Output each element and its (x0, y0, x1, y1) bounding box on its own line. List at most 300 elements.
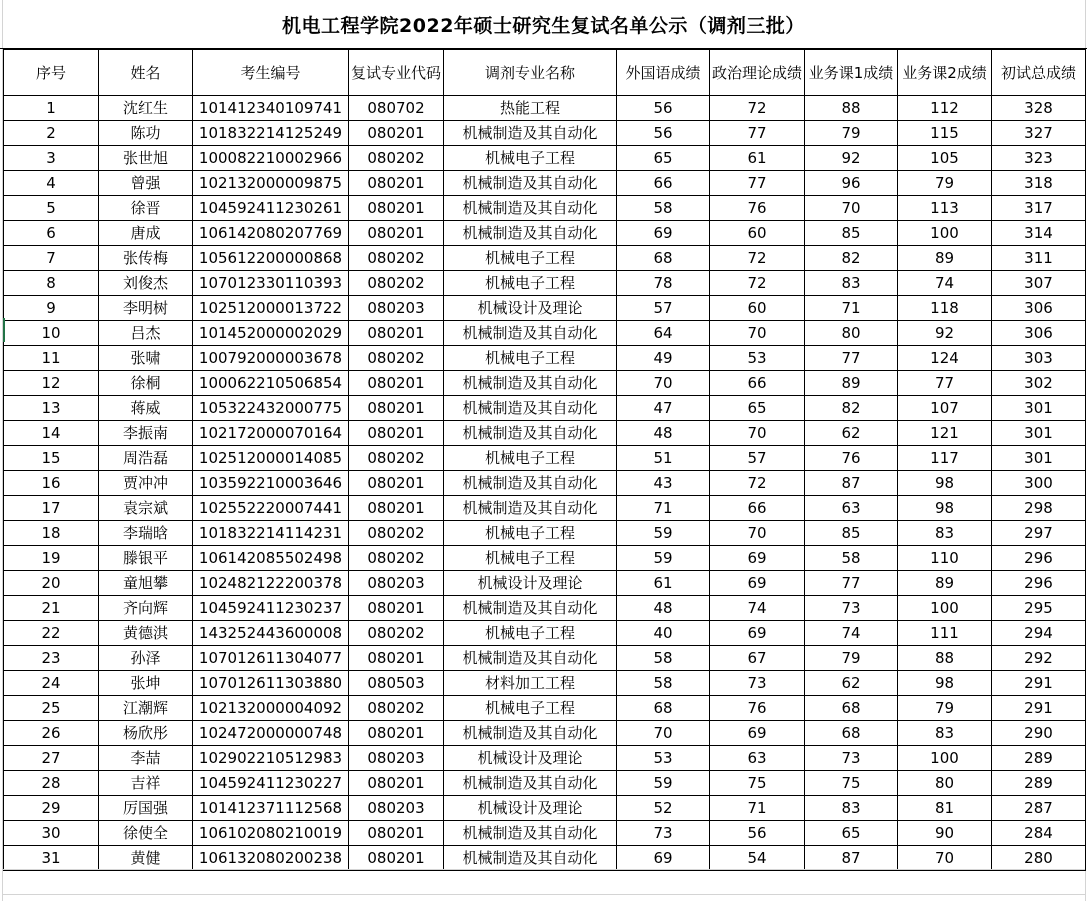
table-cell[interactable]: 机械电子工程 (444, 546, 617, 571)
table-cell[interactable]: 15 (4, 446, 99, 471)
table-cell[interactable]: 56 (617, 121, 710, 146)
table-cell[interactable]: 100082210002966 (193, 146, 349, 171)
table-cell[interactable]: 73 (617, 821, 710, 846)
table-cell[interactable]: 机械电子工程 (444, 246, 617, 271)
table-cell[interactable]: 77 (805, 571, 898, 596)
table-cell[interactable]: 301 (992, 446, 1086, 471)
table-cell[interactable]: 70 (710, 521, 805, 546)
table-cell[interactable]: 70 (805, 196, 898, 221)
table-cell[interactable]: 79 (805, 121, 898, 146)
table-cell[interactable]: 吕杰 (99, 321, 193, 346)
table-cell[interactable]: 77 (710, 171, 805, 196)
table-cell[interactable]: 59 (617, 546, 710, 571)
header-cell[interactable]: 业务课2成绩 (898, 50, 992, 96)
table-cell[interactable]: 张坤 (99, 671, 193, 696)
table-cell[interactable]: 080203 (349, 571, 444, 596)
table-cell[interactable]: 齐向辉 (99, 596, 193, 621)
table-cell[interactable]: 47 (617, 396, 710, 421)
table-cell[interactable]: 323 (992, 146, 1086, 171)
table-cell[interactable]: 80 (805, 321, 898, 346)
table-cell[interactable]: 机械制造及其自动化 (444, 121, 617, 146)
table-cell[interactable]: 102902210512983 (193, 746, 349, 771)
table-cell[interactable]: 112 (898, 96, 992, 121)
table-cell[interactable]: 102512000013722 (193, 296, 349, 321)
table-cell[interactable]: 69 (710, 571, 805, 596)
table-cell[interactable]: 74 (710, 596, 805, 621)
table-cell[interactable]: 105322432000775 (193, 396, 349, 421)
table-cell[interactable]: 68 (617, 696, 710, 721)
table-cell[interactable]: 104592411230261 (193, 196, 349, 221)
table-cell[interactable]: 机械电子工程 (444, 271, 617, 296)
table-cell[interactable]: 60 (710, 221, 805, 246)
table-cell[interactable]: 70 (710, 421, 805, 446)
table-cell[interactable]: 080202 (349, 271, 444, 296)
table-cell[interactable]: 17 (4, 496, 99, 521)
table-cell[interactable]: 16 (4, 471, 99, 496)
table-cell[interactable]: 机械制造及其自动化 (444, 721, 617, 746)
table-cell[interactable]: 40 (617, 621, 710, 646)
table-cell[interactable]: 73 (805, 746, 898, 771)
table-cell[interactable]: 106102080210019 (193, 821, 349, 846)
table-cell[interactable]: 080201 (349, 371, 444, 396)
table-cell[interactable]: 89 (898, 571, 992, 596)
table-cell[interactable]: 080202 (349, 696, 444, 721)
table-cell[interactable]: 83 (898, 521, 992, 546)
table-cell[interactable]: 68 (805, 721, 898, 746)
table-cell[interactable]: 301 (992, 421, 1086, 446)
table-cell[interactable]: 52 (617, 796, 710, 821)
table-cell[interactable]: 311 (992, 246, 1086, 271)
table-cell[interactable]: 318 (992, 171, 1086, 196)
table-cell[interactable]: 53 (617, 746, 710, 771)
table-cell[interactable]: 102552220007441 (193, 496, 349, 521)
table-cell[interactable]: 98 (898, 496, 992, 521)
table-cell[interactable]: 59 (617, 771, 710, 796)
table-cell[interactable]: 机械制造及其自动化 (444, 596, 617, 621)
table-cell[interactable]: 机械制造及其自动化 (444, 846, 617, 871)
table-cell[interactable]: 100 (898, 221, 992, 246)
table-cell[interactable]: 66 (710, 371, 805, 396)
table-cell[interactable]: 72 (710, 471, 805, 496)
header-cell[interactable]: 考生编号 (193, 50, 349, 96)
table-cell[interactable]: 70 (617, 721, 710, 746)
table-cell[interactable]: 080202 (349, 346, 444, 371)
table-cell[interactable]: 080201 (349, 821, 444, 846)
table-cell[interactable]: 107012330110393 (193, 271, 349, 296)
table-cell[interactable]: 28 (4, 771, 99, 796)
table-cell[interactable]: 57 (617, 296, 710, 321)
table-cell[interactable]: 机械设计及理论 (444, 796, 617, 821)
table-cell[interactable]: 沈红生 (99, 96, 193, 121)
table-cell[interactable]: 80 (898, 771, 992, 796)
table-cell[interactable]: 83 (805, 271, 898, 296)
table-cell[interactable]: 080202 (349, 446, 444, 471)
table-cell[interactable]: 143252443600008 (193, 621, 349, 646)
table-cell[interactable]: 82 (805, 396, 898, 421)
table-cell[interactable]: 79 (805, 646, 898, 671)
table-cell[interactable]: 徐晋 (99, 196, 193, 221)
table-cell[interactable]: 22 (4, 621, 99, 646)
table-cell[interactable]: 58 (617, 671, 710, 696)
table-cell[interactable]: 14 (4, 421, 99, 446)
header-cell[interactable]: 调剂专业名称 (444, 50, 617, 96)
header-cell[interactable]: 姓名 (99, 50, 193, 96)
table-cell[interactable]: 69 (710, 546, 805, 571)
table-cell[interactable]: 106132080200238 (193, 846, 349, 871)
table-cell[interactable]: 080203 (349, 746, 444, 771)
table-cell[interactable]: 21 (4, 596, 99, 621)
table-cell[interactable]: 080201 (349, 171, 444, 196)
table-cell[interactable]: 300 (992, 471, 1086, 496)
table-cell[interactable]: 机械制造及其自动化 (444, 221, 617, 246)
table-cell[interactable]: 96 (805, 171, 898, 196)
table-cell[interactable]: 296 (992, 546, 1086, 571)
table-cell[interactable]: 105 (898, 146, 992, 171)
table-cell[interactable]: 98 (898, 671, 992, 696)
table-cell[interactable]: 吉祥 (99, 771, 193, 796)
table-cell[interactable]: 49 (617, 346, 710, 371)
table-cell[interactable]: 101832214125249 (193, 121, 349, 146)
table-cell[interactable]: 301 (992, 396, 1086, 421)
table-cell[interactable]: 85 (805, 521, 898, 546)
table-cell[interactable]: 64 (617, 321, 710, 346)
table-cell[interactable]: 314 (992, 221, 1086, 246)
table-cell[interactable]: 机械制造及其自动化 (444, 821, 617, 846)
table-cell[interactable]: 53 (710, 346, 805, 371)
table-cell[interactable]: 080202 (349, 546, 444, 571)
table-cell[interactable]: 89 (805, 371, 898, 396)
table-cell[interactable]: 75 (710, 771, 805, 796)
table-cell[interactable]: 曾强 (99, 171, 193, 196)
table-cell[interactable]: 黄德淇 (99, 621, 193, 646)
table-cell[interactable]: 机械制造及其自动化 (444, 471, 617, 496)
header-cell[interactable]: 业务课1成绩 (805, 50, 898, 96)
table-cell[interactable]: 56 (710, 821, 805, 846)
table-cell[interactable]: 机械制造及其自动化 (444, 646, 617, 671)
table-cell[interactable]: 291 (992, 696, 1086, 721)
table-cell[interactable]: 陈功 (99, 121, 193, 146)
table-cell[interactable]: 材料加工工程 (444, 671, 617, 696)
table-cell[interactable]: 10 (4, 321, 99, 346)
table-cell[interactable]: 机械电子工程 (444, 446, 617, 471)
table-cell[interactable]: 蒋威 (99, 396, 193, 421)
table-cell[interactable]: 080201 (349, 721, 444, 746)
table-cell[interactable]: 19 (4, 546, 99, 571)
table-cell[interactable]: 080202 (349, 621, 444, 646)
table-cell[interactable]: 100792000003678 (193, 346, 349, 371)
table-cell[interactable]: 87 (805, 471, 898, 496)
table-cell[interactable]: 307 (992, 271, 1086, 296)
table-cell[interactable]: 袁宗斌 (99, 496, 193, 521)
table-cell[interactable]: 66 (710, 496, 805, 521)
table-cell[interactable]: 59 (617, 521, 710, 546)
table-cell[interactable]: 298 (992, 496, 1086, 521)
table-cell[interactable]: 65 (710, 396, 805, 421)
table-cell[interactable]: 58 (617, 196, 710, 221)
table-cell[interactable]: 080201 (349, 771, 444, 796)
table-cell[interactable]: 296 (992, 571, 1086, 596)
table-cell[interactable]: 62 (805, 671, 898, 696)
table-cell[interactable]: 105612200000868 (193, 246, 349, 271)
table-cell[interactable]: 李喆 (99, 746, 193, 771)
table-cell[interactable]: 61 (710, 146, 805, 171)
table-cell[interactable]: 82 (805, 246, 898, 271)
table-cell[interactable]: 294 (992, 621, 1086, 646)
table-cell[interactable]: 79 (898, 171, 992, 196)
table-cell[interactable]: 303 (992, 346, 1086, 371)
table-cell[interactable]: 291 (992, 671, 1086, 696)
table-cell[interactable]: 63 (710, 746, 805, 771)
table-cell[interactable]: 101832214114231 (193, 521, 349, 546)
table-cell[interactable]: 302 (992, 371, 1086, 396)
table-cell[interactable]: 48 (617, 596, 710, 621)
table-cell[interactable]: 297 (992, 521, 1086, 546)
header-cell[interactable]: 复试专业代码 (349, 50, 444, 96)
table-cell[interactable]: 唐成 (99, 221, 193, 246)
table-cell[interactable]: 机械制造及其自动化 (444, 321, 617, 346)
table-cell[interactable]: 童旭攀 (99, 571, 193, 596)
table-cell[interactable]: 98 (898, 471, 992, 496)
table-cell[interactable]: 100 (898, 746, 992, 771)
table-cell[interactable]: 8 (4, 271, 99, 296)
table-cell[interactable]: 机械制造及其自动化 (444, 421, 617, 446)
table-cell[interactable]: 61 (617, 571, 710, 596)
table-cell[interactable]: 贾冲冲 (99, 471, 193, 496)
table-cell[interactable]: 107012611303880 (193, 671, 349, 696)
table-cell[interactable]: 7 (4, 246, 99, 271)
table-cell[interactable]: 100062210506854 (193, 371, 349, 396)
table-cell[interactable]: 江潮辉 (99, 696, 193, 721)
table-cell[interactable]: 107012611304077 (193, 646, 349, 671)
table-cell[interactable]: 280 (992, 846, 1086, 871)
table-cell[interactable]: 115 (898, 121, 992, 146)
table-cell[interactable]: 机械电子工程 (444, 696, 617, 721)
table-cell[interactable]: 104592411230237 (193, 596, 349, 621)
table-cell[interactable]: 24 (4, 671, 99, 696)
table-cell[interactable]: 121 (898, 421, 992, 446)
table-cell[interactable]: 124 (898, 346, 992, 371)
table-cell[interactable]: 76 (710, 196, 805, 221)
table-cell[interactable]: 78 (617, 271, 710, 296)
table-cell[interactable]: 黄健 (99, 846, 193, 871)
table-cell[interactable]: 厉国强 (99, 796, 193, 821)
table-cell[interactable]: 71 (805, 296, 898, 321)
table-cell[interactable]: 29 (4, 796, 99, 821)
table-cell[interactable]: 滕银平 (99, 546, 193, 571)
table-cell[interactable]: 89 (898, 246, 992, 271)
table-cell[interactable]: 101452000002029 (193, 321, 349, 346)
table-cell[interactable]: 106142085502498 (193, 546, 349, 571)
table-cell[interactable]: 66 (617, 171, 710, 196)
table-cell[interactable]: 76 (710, 696, 805, 721)
table-cell[interactable]: 87 (805, 846, 898, 871)
table-cell[interactable]: 72 (710, 96, 805, 121)
table-cell[interactable]: 106142080207769 (193, 221, 349, 246)
table-cell[interactable]: 27 (4, 746, 99, 771)
table-cell[interactable]: 23 (4, 646, 99, 671)
table-cell[interactable]: 57 (710, 446, 805, 471)
table-cell[interactable]: 20 (4, 571, 99, 596)
table-cell[interactable]: 机械电子工程 (444, 346, 617, 371)
table-cell[interactable]: 73 (710, 671, 805, 696)
table-cell[interactable]: 75 (805, 771, 898, 796)
table-cell[interactable]: 48 (617, 421, 710, 446)
table-cell[interactable]: 机械制造及其自动化 (444, 396, 617, 421)
table-cell[interactable]: 118 (898, 296, 992, 321)
table-cell[interactable]: 88 (898, 646, 992, 671)
table-cell[interactable]: 43 (617, 471, 710, 496)
table-cell[interactable]: 79 (898, 696, 992, 721)
table-cell[interactable]: 机械制造及其自动化 (444, 496, 617, 521)
table-cell[interactable]: 306 (992, 296, 1086, 321)
table-cell[interactable]: 13 (4, 396, 99, 421)
table-cell[interactable]: 69 (617, 221, 710, 246)
table-cell[interactable]: 18 (4, 521, 99, 546)
table-cell[interactable]: 292 (992, 646, 1086, 671)
table-cell[interactable]: 69 (710, 621, 805, 646)
table-cell[interactable]: 72 (710, 246, 805, 271)
table-cell[interactable]: 31 (4, 846, 99, 871)
table-cell[interactable]: 机械电子工程 (444, 521, 617, 546)
table-cell[interactable]: 周浩磊 (99, 446, 193, 471)
table-cell[interactable]: 65 (805, 821, 898, 846)
table-cell[interactable]: 080201 (349, 396, 444, 421)
table-cell[interactable]: 5 (4, 196, 99, 221)
table-cell[interactable]: 1 (4, 96, 99, 121)
table-cell[interactable]: 58 (617, 646, 710, 671)
table-cell[interactable]: 张世旭 (99, 146, 193, 171)
header-cell[interactable]: 初试总成绩 (992, 50, 1086, 96)
table-cell[interactable]: 73 (805, 596, 898, 621)
table-cell[interactable]: 68 (617, 246, 710, 271)
table-cell[interactable]: 111 (898, 621, 992, 646)
table-cell[interactable]: 102512000014085 (193, 446, 349, 471)
table-cell[interactable]: 81 (898, 796, 992, 821)
table-cell[interactable]: 3 (4, 146, 99, 171)
sheet-title[interactable]: 机电工程学院2022年硕士研究生复试名单公示（调剂三批） (0, 0, 1087, 49)
table-cell[interactable]: 83 (898, 721, 992, 746)
header-cell[interactable]: 外国语成绩 (617, 50, 710, 96)
table-cell[interactable]: 080201 (349, 196, 444, 221)
table-cell[interactable]: 李瑞晗 (99, 521, 193, 546)
table-cell[interactable]: 080203 (349, 796, 444, 821)
table-cell[interactable]: 327 (992, 121, 1086, 146)
table-cell[interactable]: 58 (805, 546, 898, 571)
table-cell[interactable]: 080201 (349, 646, 444, 671)
table-cell[interactable]: 机械设计及理论 (444, 571, 617, 596)
table-cell[interactable]: 101412340109741 (193, 96, 349, 121)
table-cell[interactable]: 76 (805, 446, 898, 471)
table-cell[interactable]: 284 (992, 821, 1086, 846)
table-cell[interactable]: 机械设计及理论 (444, 746, 617, 771)
table-cell[interactable]: 102472000000748 (193, 721, 349, 746)
table-cell[interactable]: 77 (898, 371, 992, 396)
table-cell[interactable]: 88 (805, 96, 898, 121)
table-cell[interactable]: 30 (4, 821, 99, 846)
table-cell[interactable]: 6 (4, 221, 99, 246)
table-cell[interactable]: 69 (617, 846, 710, 871)
table-cell[interactable]: 080702 (349, 96, 444, 121)
table-cell[interactable]: 70 (617, 371, 710, 396)
table-cell[interactable]: 62 (805, 421, 898, 446)
table-cell[interactable]: 101412371112568 (193, 796, 349, 821)
table-cell[interactable]: 080201 (349, 846, 444, 871)
table-cell[interactable]: 100 (898, 596, 992, 621)
table-cell[interactable]: 287 (992, 796, 1086, 821)
table-cell[interactable]: 317 (992, 196, 1086, 221)
table-cell[interactable]: 289 (992, 771, 1086, 796)
table-cell[interactable]: 117 (898, 446, 992, 471)
table-cell[interactable]: 张传梅 (99, 246, 193, 271)
table-cell[interactable]: 杨欣彤 (99, 721, 193, 746)
table-cell[interactable]: 080201 (349, 121, 444, 146)
table-cell[interactable]: 080202 (349, 246, 444, 271)
table-cell[interactable]: 104592411230227 (193, 771, 349, 796)
table-cell[interactable]: 热能工程 (444, 96, 617, 121)
table-cell[interactable]: 70 (898, 846, 992, 871)
table-cell[interactable]: 张啸 (99, 346, 193, 371)
table-cell[interactable]: 孙泽 (99, 646, 193, 671)
table-cell[interactable]: 69 (710, 721, 805, 746)
table-cell[interactable]: 102482122200378 (193, 571, 349, 596)
table-cell[interactable]: 080503 (349, 671, 444, 696)
table-cell[interactable]: 56 (617, 96, 710, 121)
table-cell[interactable]: 328 (992, 96, 1086, 121)
table-cell[interactable]: 11 (4, 346, 99, 371)
table-cell[interactable]: 71 (617, 496, 710, 521)
table-cell[interactable]: 77 (805, 346, 898, 371)
table-cell[interactable]: 12 (4, 371, 99, 396)
table-cell[interactable]: 74 (805, 621, 898, 646)
table-cell[interactable]: 080203 (349, 296, 444, 321)
table-cell[interactable]: 92 (898, 321, 992, 346)
table-cell[interactable]: 92 (805, 146, 898, 171)
table-cell[interactable]: 83 (805, 796, 898, 821)
table-cell[interactable]: 080201 (349, 471, 444, 496)
table-cell[interactable]: 71 (710, 796, 805, 821)
table-cell[interactable]: 289 (992, 746, 1086, 771)
header-cell[interactable]: 序号 (4, 50, 99, 96)
table-cell[interactable]: 113 (898, 196, 992, 221)
table-cell[interactable]: 54 (710, 846, 805, 871)
table-cell[interactable]: 68 (805, 696, 898, 721)
table-cell[interactable]: 67 (710, 646, 805, 671)
table-cell[interactable]: 290 (992, 721, 1086, 746)
table-cell[interactable]: 徐桐 (99, 371, 193, 396)
table-cell[interactable]: 机械电子工程 (444, 621, 617, 646)
table-cell[interactable]: 李明树 (99, 296, 193, 321)
table-cell[interactable]: 徐使全 (99, 821, 193, 846)
table-cell[interactable]: 107 (898, 396, 992, 421)
table-cell[interactable]: 机械制造及其自动化 (444, 771, 617, 796)
table-cell[interactable]: 080201 (349, 221, 444, 246)
table-cell[interactable]: 25 (4, 696, 99, 721)
table-cell[interactable]: 77 (710, 121, 805, 146)
table-cell[interactable]: 74 (898, 271, 992, 296)
table-cell[interactable]: 080201 (349, 421, 444, 446)
table-cell[interactable]: 51 (617, 446, 710, 471)
table-cell[interactable]: 26 (4, 721, 99, 746)
table-cell[interactable]: 机械制造及其自动化 (444, 371, 617, 396)
table-cell[interactable]: 2 (4, 121, 99, 146)
table-cell[interactable]: 85 (805, 221, 898, 246)
header-cell[interactable]: 政治理论成绩 (710, 50, 805, 96)
table-cell[interactable]: 60 (710, 296, 805, 321)
table-cell[interactable]: 110 (898, 546, 992, 571)
table-cell[interactable]: 机械制造及其自动化 (444, 196, 617, 221)
table-cell[interactable]: 102172000070164 (193, 421, 349, 446)
table-cell[interactable]: 李振南 (99, 421, 193, 446)
